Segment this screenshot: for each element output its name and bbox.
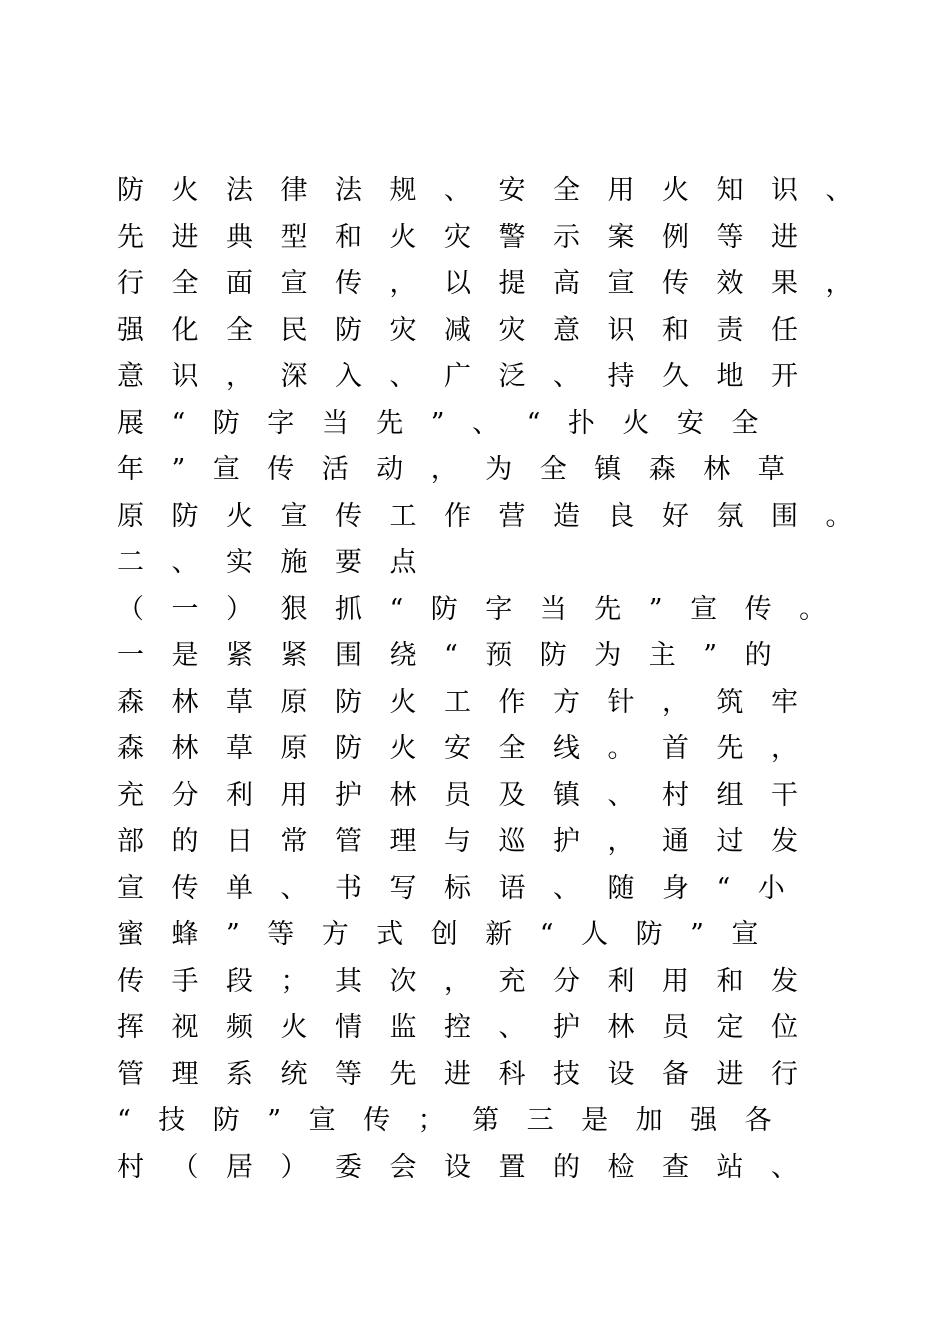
text-line: 强化全民防灾减灾意识和责任	[117, 314, 826, 346]
text-line: 展“防字当先”、“扑火安全	[117, 407, 786, 439]
text-line: 先进典型和火灾警示案例等进	[117, 221, 826, 253]
text-line: 管理系统等先进科技设备进行	[117, 1058, 826, 1090]
text-line: 传手段；其次，充分利用和发	[117, 965, 826, 997]
text-line: 意识，深入、广泛、持久地开	[117, 361, 826, 392]
text-line: 充分利用护林员及镇、村组干	[117, 779, 826, 811]
text-line: “技防”宣传；第三是加强各	[117, 1105, 800, 1136]
text-line: 蜜蜂”等方式创新“人防”宣	[117, 919, 786, 950]
text-line: 宣传单、书写标语、随身“小	[117, 872, 813, 904]
section-heading: 二、实施要点	[117, 547, 444, 578]
text-line: 森林草原防火安全线。首先，	[117, 733, 826, 764]
subsection-heading: （一）狠抓“防字当先”宣传。	[117, 593, 854, 625]
text-line: 行全面宣传，以提高宣传效果，	[117, 268, 880, 299]
text-line: 挥视频火情监控、护林员定位	[117, 1012, 826, 1043]
text-line: 森林草原防火工作方针，筑牢	[117, 686, 826, 718]
text-line: 原防火宣传工作营造良好氛围。	[117, 500, 880, 532]
text-line: 一是紧紧围绕“预防为主”的	[117, 640, 800, 671]
text-line: 防火法律法规、安全用火知识、	[117, 175, 880, 206]
text-line: 年”宣传活动，为全镇森林草	[117, 454, 813, 485]
text-line: 村（居）委会设置的检查站、	[117, 1151, 826, 1183]
text-line: 部的日常管理与巡护，通过发	[117, 826, 826, 857]
body-text	[117, 168, 880, 1191]
